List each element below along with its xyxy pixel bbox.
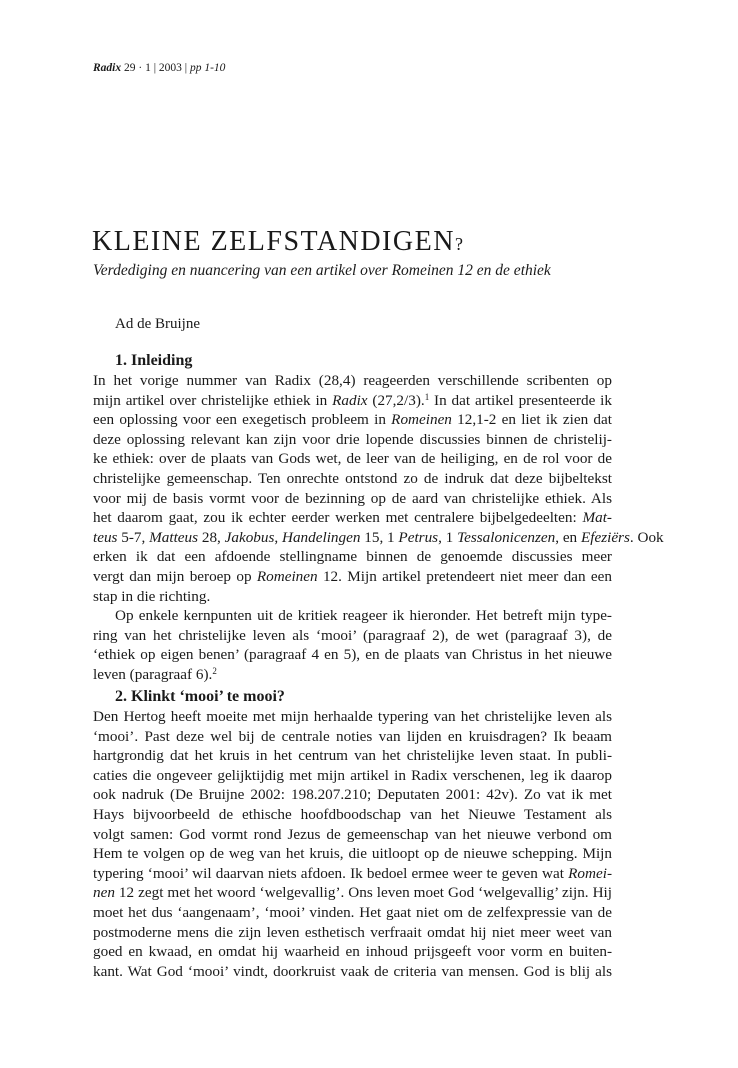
text-line xyxy=(93,606,612,626)
text-segment: ook nadruk (De Bruijne 2002: 198.207.210; Deputaten 2001: 42v). Zo vat ik met xyxy=(93,786,612,804)
italic-text: Efeziërs xyxy=(580,528,630,546)
italic-text: Jakobus xyxy=(224,528,275,546)
journal-name: Radix xyxy=(93,62,122,74)
text-segment: deze oplossing relevant kan zijn voor drie lopende discussies binnen de christelij- xyxy=(93,430,612,448)
text-segment: voor mij de basis vormt voor de bezinning op de aard van christelijke ethiek. Als xyxy=(93,489,612,507)
italic-text: nen xyxy=(93,884,115,902)
title-text: KLEINE ZELFSTANDIGEN xyxy=(92,226,455,257)
text-segment: typering ‘mooi’ wil daarvan niets afdoen. Ik bedoel ermee weer te geven wat xyxy=(93,864,569,882)
italic-text: Tessalonicenzen xyxy=(457,528,556,546)
italic-text: Romeinen xyxy=(256,567,318,585)
section-heading: 1. Inleiding xyxy=(115,352,193,369)
text-segment: ‘ethiek op eigen benen’ (paragraaf 4 en 5), en de plaats van Christus in het nieuwe xyxy=(93,646,612,664)
text-segment: ring van het christelijke leven als ‘mooi’ (paragraaf 2), de wet (paragraaf 3), de xyxy=(93,626,612,644)
text-line xyxy=(93,746,612,766)
text-line xyxy=(93,449,612,469)
text-line xyxy=(93,942,612,962)
text-line xyxy=(93,567,612,587)
text-line xyxy=(93,430,612,450)
text-line xyxy=(93,805,612,825)
text-segment: kant. Wat God ‘mooi’ vindt, doorkruist vaak de criteria van mensen. God is blij als xyxy=(93,962,612,980)
footnote-ref: 1 xyxy=(424,391,430,402)
text-segment: stap in die richting. xyxy=(93,587,211,605)
text-line xyxy=(93,508,612,528)
text-line xyxy=(93,883,612,903)
text-segment: In het vorige nummer van Radix (28,4) reageerden verschillende scribenten op xyxy=(93,372,612,389)
text-segment: christelijke gemeenschap. Ten onrechte ontstond zo de indruk dat deze bijbeltekst xyxy=(93,469,612,487)
title-question-mark: ? xyxy=(454,234,465,254)
text-line xyxy=(93,391,612,411)
text-segment: , 1 xyxy=(438,528,458,546)
italic-text: Petrus xyxy=(398,528,439,546)
text-segment: ‘mooi’. Past deze wel bij de centrale noties van lijden en kruisdragen? Ik beaam xyxy=(93,727,612,745)
text-segment: , xyxy=(274,528,282,546)
text-segment: postmoderne mens die zijn leven esthetisch verfraait omdat hij niet meer weet van xyxy=(93,923,612,941)
text-line xyxy=(93,923,612,943)
text-segment: In dat artikel presenteerde ik xyxy=(429,391,612,409)
text-segment: , en xyxy=(555,528,581,546)
text-line xyxy=(93,645,612,665)
text-segment: een oplossing voor een exegetisch probleem in xyxy=(93,411,392,429)
text-segment: Hem te volgen op de weg van het kruis, die uitloopt op de nieuwe schepping. Mijn xyxy=(93,845,612,863)
italic-text: Radix xyxy=(332,391,368,409)
text-segment: 5-7, xyxy=(117,528,150,546)
text-segment: 12 zegt met het woord ‘welgevallig’. Ons leven moet God ‘welgevallig’ zijn. Hij xyxy=(114,884,612,902)
text-segment: Hays bijvoorbeeld de ethische hoofdboodschap van het Nieuwe Testament als xyxy=(93,805,612,823)
italic-text: Romeinen xyxy=(391,411,452,429)
text-segment: moet het dus ‘aangenaam’, ‘mooi’ vinden. Het gaat niet om de zelfexpressie van de xyxy=(93,903,612,921)
text-line xyxy=(93,766,612,786)
footnote-ref: 2 xyxy=(212,665,217,676)
text-segment: (27,2/3). xyxy=(367,391,425,409)
section-klinkt-mooi xyxy=(93,687,612,981)
text-segment: 12,1-2 en liet ik zien dat xyxy=(451,411,612,429)
text-line xyxy=(93,825,612,845)
text-segment: ke ethiek: over de plaats van Gods wet, de leer van de heiliging, en de rol voor de xyxy=(93,450,612,468)
text-segment: Op enkele kernpunten uit de kritiek reageer ik hieronder. Het betreft mijn type- xyxy=(115,607,612,625)
text-segment: 28, xyxy=(198,528,225,546)
text-line xyxy=(93,528,664,548)
text-line xyxy=(93,626,612,646)
text-line xyxy=(93,727,612,747)
text-segment: 15, 1 xyxy=(360,528,399,546)
text-line xyxy=(93,903,612,923)
article-title xyxy=(92,226,464,258)
running-header xyxy=(93,62,225,74)
text-segment: caties die ongeveer gelijktijdig met mijn artikel in Radix verschenen, leg ik daarop xyxy=(93,766,612,784)
text-line xyxy=(93,371,612,391)
text-segment: leven (paragraaf 6). xyxy=(93,665,213,683)
text-segment: volgt samen: God vormt rond Jezus de gemeenschap van het nieuwe verbond om xyxy=(93,825,612,843)
text-line xyxy=(93,587,612,607)
text-line xyxy=(93,469,612,489)
text-segment: erken ik dat een afdoende stellingname binnen de genoemde discussies meer xyxy=(93,548,612,566)
text-segment: . Ook xyxy=(629,528,664,546)
text-line xyxy=(93,707,612,727)
italic-text: teus xyxy=(93,528,118,546)
text-line xyxy=(93,864,612,884)
text-segment: Den Hertog heeft moeite met mijn herhaalde typering van het christelijke leven als xyxy=(93,708,612,725)
text-line xyxy=(93,547,612,567)
italic-text: Mat- xyxy=(582,509,612,527)
italic-text: Handelingen xyxy=(282,528,361,546)
section-inleiding xyxy=(93,351,664,685)
text-segment: 12. Mijn artikel pretendeert niet meer dan een xyxy=(317,567,612,585)
section-heading: 2. Klinkt ‘mooi’ te mooi? xyxy=(115,688,285,705)
text-segment: mijn artikel over christelijke ethiek in xyxy=(93,391,333,409)
text-line xyxy=(93,785,612,805)
text-line xyxy=(93,489,612,509)
text-segment: hartgrondig dat het kruis in het centrum van het christelijke leven staat. In publi- xyxy=(93,747,612,765)
text-segment: het daarom gaat, zou ik echter eerder werken met centralere bijbelgedeelten: xyxy=(93,509,583,527)
text-segment: goed en kwaad, en omdat hij waarheid en inhoud prijsgeeft voor vorm en buiten- xyxy=(93,943,612,961)
page-range: pp 1-10 xyxy=(189,62,226,74)
text-line xyxy=(93,665,612,685)
text-segment: vergt dan mijn beroep op xyxy=(93,567,257,585)
article-subtitle: Verdediging en nuancering van een artikel over Romeinen 12 en de ethiek xyxy=(93,262,551,279)
text-line xyxy=(93,410,612,430)
author-name: Ad de Bruijne xyxy=(115,316,200,332)
text-line xyxy=(93,962,612,982)
italic-text: Romei- xyxy=(568,864,612,882)
italic-text: Matteus xyxy=(149,528,199,546)
issue-info: 29 · 1 | 2003 | xyxy=(121,62,190,74)
text-line xyxy=(93,844,612,864)
